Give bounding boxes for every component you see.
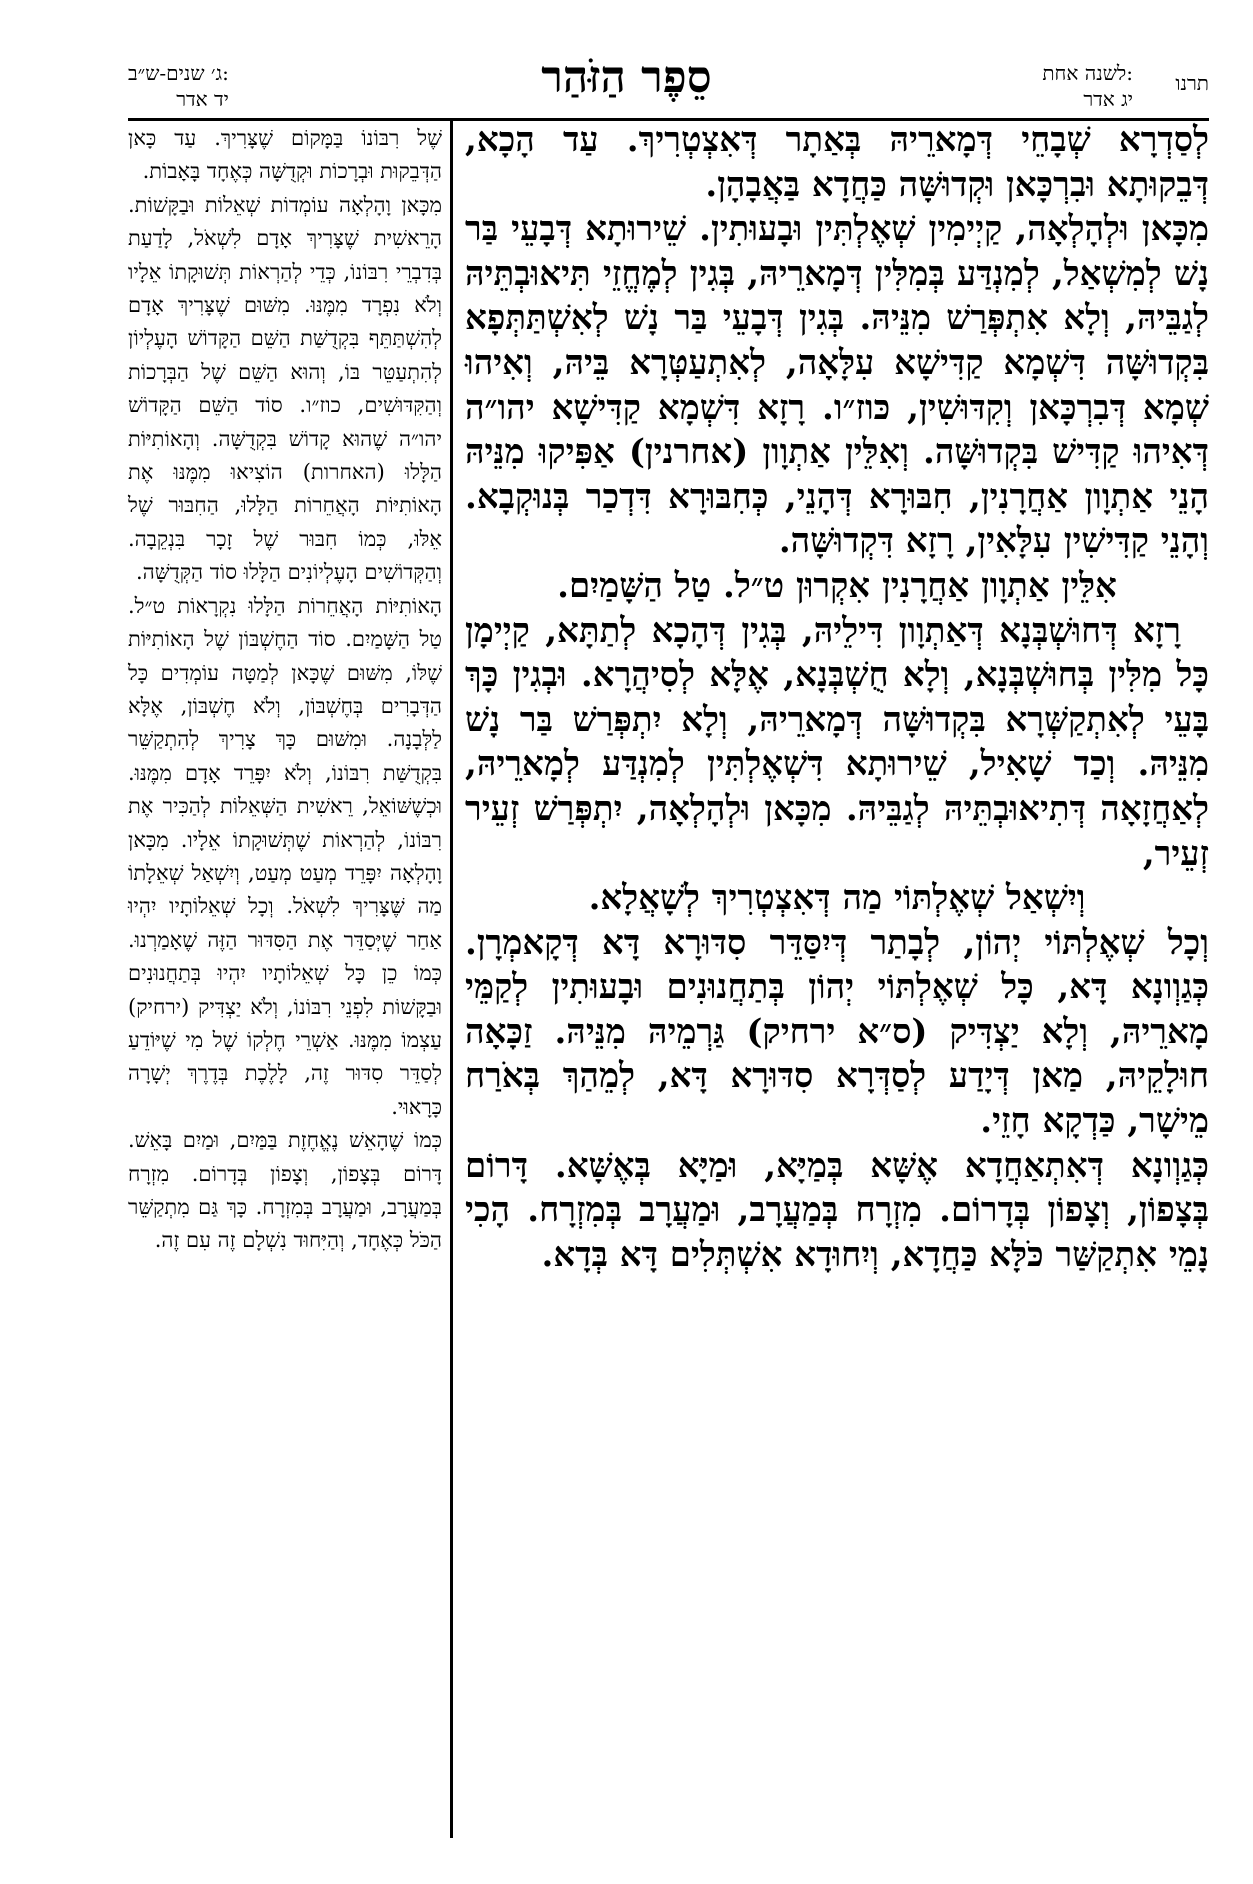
schedule-three-years-date: יד אדר (176, 87, 229, 111)
main-paragraph: מִכָּאן וּלְהָלְאָה, קַיְימִין שְׁאֶלְתִּין וּבָעוּתִין. שֵׁירוּתָא דְּבָעֵי בַּר נָשׁ לְמִשְׁאַל, לְמִנְדַּע בְּמִלִּין דְּמָארֵיהּ, בְּגִין לְמֶחֱזֵי תִּיאוּבְתֵּיהּ לְגַבֵּיהּ, וְלָא אִתְפְּרַשׁ מִנֵּיהּ. בְּגִין דְּבָעֵי בַּר נָשׁ לְאִשְׁתַּתְּפָא בִּקְדוּשָּׁה דִּשְׁמָא קַדִּישָׁא עִלָּאָה, לְאִתְעַטְּרָא בֵּיהּ, וְאִיהוּ שְׁמָא דְּבִרְכָּאן וְקִדּוּשִׁין, כּוז״ו. רָזָא דִּשְׁמָא קַדִּישָׁא יהו״ה דְּאִיהוּ קַדִּישׁ בִּקְדוּשָּׁה. וְאִלֵּין אַתְוָון (אחרנין) אַפִּיקוּ מִנֵּיהּ הָנֵי אַתְוָון אַחֲרָנִין, חִבּוּרָא דְּהָנֵי, כְּחִבּוּרָא דִּדְכַר בְּנוּקְבָא. וְהָנֵי קַדִּישִׁין עִלָּאִין, רָזָא דִּקְדוּשָּׁה. (465, 209, 1209, 562)
side-paragraph: כְּמוֹ שֶׁהָאֵשׁ נֶאֱחֶזֶת בַּמַּיִם, וּמַיִם בָּאֵשׁ. דָּרוֹם בְּצָפוֹן, וְצָפוֹן בְּדָרוֹם. מִזְרָח בְּמַעֲרָב, וּמַעֲרָב בְּמִזְרָח. כָּךְ גַּם מִתְקַשֵּׁר הַכֹּל כְּאֶחָד, וְהַיִּחוּד נִשְׁלָם זֶה עִם זֶה. (128, 1128, 442, 1253)
aramaic-text-column (465, 118, 1209, 1277)
schedule-one-year-label: לשנה אחת: (1042, 61, 1133, 85)
main-paragraph: וְיִשְׁאַל שְׁאֶלְתּוֹי מַה דְּאִצְטְרִיךְ לְשָׁאֲלָא. (588, 878, 1086, 919)
side-paragraph: שֶׁל רִבּוֹנוֹ בַּמָּקוֹם שֶׁצָּרִיךְ. עַד כָּאן הַדְּבֵקוּת וּבְרָכוֹת וּקְדֻשָּׁה כְּאֶחָד בָּאָבוֹת. (128, 126, 442, 184)
main-paragraph: כְּגַוְונָא דְּאִתְאַחֲדָא אֶשָּׁא בְּמַיָּא, וּמַיָּא בְּאֶשָּׁא. דָּרוֹם בְּצָפוֹן, וְצָפוֹן בְּדָרוֹם. מִזְרָח בְּמַעֲרָב, וּמַעֲרָב בְּמִזְרָח. הָכִי נָמֵי אִתְקַשַּׁר כֹּלָּא כַּחֲדָא, וְיִחוּדָא אִשְׁתְּלִים דָּא בְּדָא. (465, 1145, 1209, 1275)
main-paragraph: לְסַדְרָא שְׁבָחֵי דְּמָארֵיהּ בְּאַתָר דְּאִצְטְרִיךְ. עַד הָכָא, דְּבֵקוּתָא וּבִרְכָּאן וּקְדוּשָּׁה כַּחֲדָא בַּאֲבָהָן. (465, 120, 1209, 205)
hebrew-translation-column (128, 122, 442, 1258)
main-paragraph: רָזָא דְּחוּשְׁבְּנָא דְּאַתְוָון דִּילֵיהּ, בְּגִין דְּהָכָא לְתַתָּא, קַיְימָן כָּל מִלִּין בְּחוּשְׁבְּנָא, וְלָא חֻשְׁבְּנָא, אֶלָּא לְסִיהֲרָא. וּבְגִין כָּךְ בָּעֵי לְאִתְקַשְּׁרָא בִּקְדוּשָּׁה דְּמָארֵיהּ, וְלָא יִתְפְּרַשׁ בַּר נָשׁ מִנֵּיהּ. וְכַד שָׁאִיל, שֵׁירוּתָא דִּשְׁאֶלְתִּין לְמִנְדַּע לְמָארֵיהּ, לְאַחֲזָאָה דְּתִיאוּבְתֵּיהּ לְגַבֵּיהּ. מִכָּאן וּלְהָלְאָה, יִתְפְּרַשׁ זְעֵיר זְעֵיר, (465, 610, 1209, 874)
page-title: סֵפֶר הַזֹּהַר (541, 52, 712, 103)
main-paragraph: אִלֵּין אַתְוָון אַחֲרָנִין אִקְרוּן ט״ל. טַל הַשָּׁמַיִם. (557, 565, 1117, 606)
side-paragraph: מִכָּאן וָהָלְאָה עוֹמְדוֹת שְׁאֵלוֹת וּבַקָּשׁוֹת. הָרֵאשִׁית שֶׁצָּרִיךְ אָדָם לִשְׁאֹל, לָדַעַת בְּדִבְרֵי רִבּוֹנוֹ, כְּדֵי לְהַרְאוֹת תְּשׁוּקָתוֹ אֵלָיו וְלֹא נִפְרָד מִמֶּנּוּ. מִשּׁוּם שֶׁצָּרִיךְ אָדָם לְהִשְׁתַּתֵּף בִּקְדֻשַּׁת הַשֵּׁם הַקָּדוֹשׁ הָעֶלְיוֹן לְהִתְעַטֵּר בּוֹ, וְהוּא הַשֵּׁם שֶׁל הַבְּרָכוֹת וְהַקִּדּוּשִׁים, כוז״ו. סוֹד הַשֵּׁם הַקָּדוֹשׁ יהו״ה שֶׁהוּא קָדוֹשׁ בִּקְדֻשָּׁה. וְהָאוֹתִיּוֹת הַלָּלוּ (האחרות) הוֹצִיאוּ מִמֶּנּוּ אֶת הָאוֹתִיּוֹת הָאֲחֵרוֹת הַלָּלוּ, הַחִבּוּר שֶׁל אֵלּוּ, כְּמוֹ חִבּוּר שֶׁל זָכָר בִּנְקֵבָה. וְהַקְּדוֹשִׁים הָעֶלְיוֹנִים הַלָּלוּ סוֹד הַקְּדֻשָּׁה. (128, 192, 442, 585)
column-divider (450, 118, 453, 1838)
page-number-label: תרנו (1175, 71, 1209, 95)
schedule-three-years (128, 60, 229, 112)
schedule-three-years-label: ג׳ שנים-ש״ב: (128, 61, 229, 85)
schedule-one-year-date: יג אדר (1083, 87, 1133, 111)
side-paragraph: הָאוֹתִיּוֹת הָאֲחֵרוֹת הַלָּלוּ נִקְרָאוֹת ט״ל. טַל הַשָּׁמַיִם. סוֹד הַחֶשְׁבּוֹן שֶׁל הָאוֹתִיּוֹת שֶׁלּוֹ, מִשּׁוּם שֶׁכָּאן לְמַטָּה עוֹמְדִים כָּל הַדְּבָרִים בְּחֶשְׁבּוֹן, וְלֹא חֶשְׁבּוֹן, אֶלָּא לַלְּבָנָה. וּמִשּׁוּם כָּךְ צָרִיךְ לְהִתְקַשֵּׁר בִּקְדֻשַּׁת רִבּוֹנוֹ, וְלֹא יִפָּרֵד אָדָם מִמֶּנּוּ. וּכְשֶׁשּׁוֹאֵל, רֵאשִׁית הַשְּׁאֵלוֹת לְהַכִּיר אֶת רִבּוֹנוֹ, לְהַרְאוֹת שֶׁתְּשׁוּקָתוֹ אֵלָיו. מִכָּאן וָהָלְאָה יִפָּרֵד מְעַט מְעַט, וְיִשְׁאַל שְׁאֵלָתוֹ מַה שֶּׁצָּרִיךְ לִשְׁאֹל. וְכָל שְׁאֵלוֹתָיו יִהְיוּ אַחַר שֶׁיְּסַדֵּר אֶת הַסִּדּוּר הַזֶּה שֶׁאָמַרְנוּ. כְּמוֹ כֵן כָּל שְׁאֵלוֹתָיו יִהְיוּ בְּתַחֲנוּנִים וּבַקָּשׁוֹת לִפְנֵי רִבּוֹנוֹ, וְלֹא יַצְדִּיק (ירחיק) עַצְמוֹ מִמֶּנּוּ. אַשְׁרֵי חֶלְקוֹ שֶׁל מִי שֶׁיּוֹדֵעַ לְסַדֵּר סִדּוּר זֶה, לָלֶכֶת בְּדֶרֶךְ יְשָׁרָה כָּרָאוּי. (128, 593, 442, 1119)
main-paragraph: וְכָל שְׁאֶלְתּוֹי יְהוֹן, לְבָתַר דְּיִסַּדֵּר סִדּוּרָא דָּא דְּקָאמְרָן. כְּגַוְונָא דָּא, כָּל שְׁאֶלְתּוֹי יְהוֹן בְּתַחֲנוּנִים וּבָעוּתִין לְקַמֵּי מָארֵיהּ, וְלָא יַצְדִּיק (ס״א ירחיק) גַּרְמֵיהּ מִנֵּיהּ. זַכָּאָה חוּלָקֵיהּ, מַאן דְּיָדַע לְסַדְּרָא סִדּוּרָא דָּא, לְמֵהַךְ בְּאֹרַח מֵישָׁר, כַּדְקָא חָזֵי. (465, 922, 1209, 1142)
